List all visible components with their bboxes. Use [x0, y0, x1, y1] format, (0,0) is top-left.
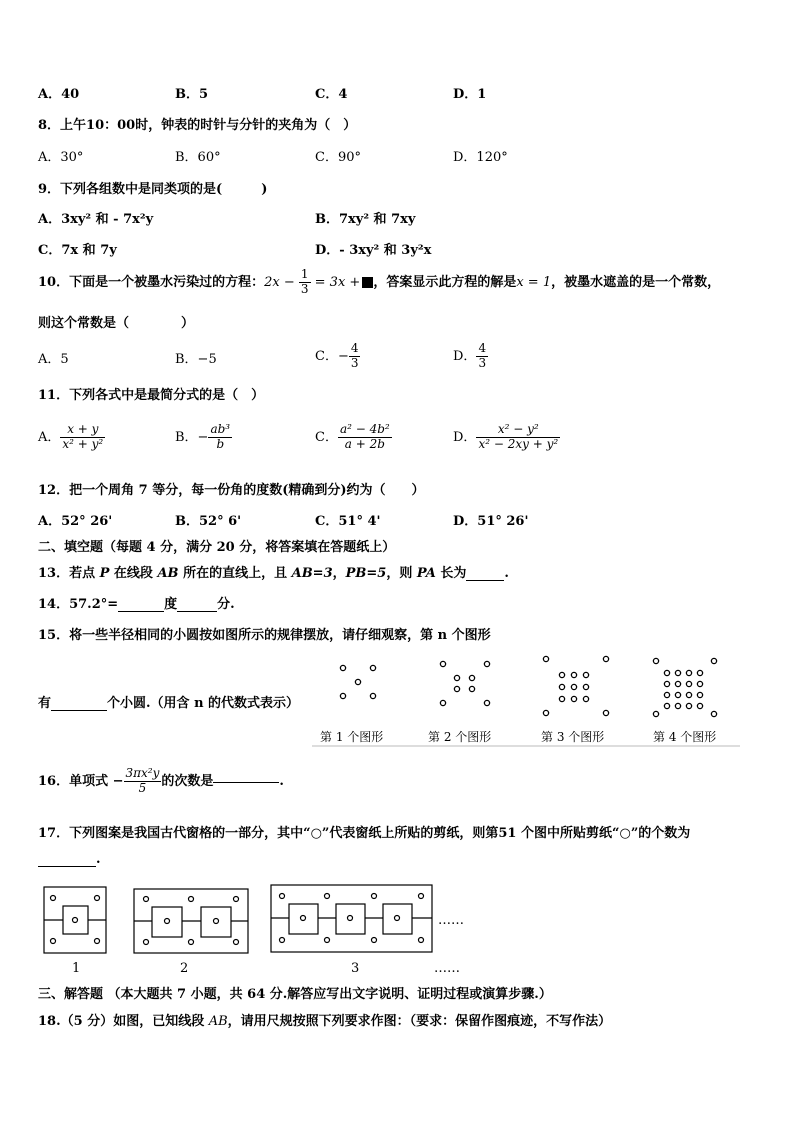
- q7-option-d: D．1: [453, 87, 487, 102]
- q14-unit-degree: 度: [164, 597, 178, 612]
- q13-end: .: [504, 566, 509, 581]
- q15-line2: [38, 692, 299, 711]
- q9-option-a: A．3xy² 和 - 7x²y: [38, 212, 154, 227]
- section-2-heading: 二、填空题（每题 4 分，满分 20 分，将答案填在答题纸上）: [38, 540, 396, 555]
- q16-prefix: 16．单项式 −: [38, 774, 124, 789]
- q11-stem: 11．下列各式中是最简分式的是（ ）: [38, 388, 265, 403]
- q13-stem: [38, 562, 509, 581]
- q11-option-d: [453, 418, 560, 458]
- q11-option-b-num: ab³: [210, 422, 231, 437]
- q10-stem-mid: ，答案显示此方程的解是: [373, 275, 517, 290]
- q18-segment-ab: AB: [208, 1014, 228, 1029]
- q9-option-c: C．7x 和 7y: [38, 243, 117, 258]
- q10-line2: 则这个常数是（ ）: [38, 316, 195, 331]
- q14-degree-blank[interactable]: [118, 610, 164, 612]
- q17-pattern-1: [44, 887, 106, 953]
- q8-stem: 8．上午10：00时，钟表的时针与分针的夹角为（ ）: [38, 118, 357, 133]
- q17-label-3: 3: [351, 961, 360, 976]
- q13-point-p: P: [99, 566, 110, 581]
- q7-option-b: B．5: [175, 87, 209, 102]
- q13-mid1: 在线段: [109, 566, 158, 581]
- q17-end: .: [96, 852, 101, 867]
- q8-option-d: D．120°: [453, 150, 508, 165]
- q12-option-c: C．51° 4': [315, 514, 381, 529]
- q11-option-d-label: D．: [453, 430, 477, 445]
- q15-figure-1: [340, 665, 375, 698]
- q13-segment-ab: AB: [157, 566, 179, 581]
- q17-label-2: 2: [180, 961, 189, 976]
- q11-option-b-label: B．−: [175, 430, 209, 445]
- q10-option-c-den: 3: [350, 356, 359, 370]
- q10-option-c-label: C．−: [315, 349, 349, 364]
- q11-option-c: [315, 418, 392, 458]
- q11-option-d-fraction: [476, 423, 560, 452]
- q11-option-a-num: x + y: [60, 423, 105, 438]
- q10-option-c-fraction: [349, 342, 361, 371]
- q10-eq-fraction: [299, 268, 311, 297]
- q13-prefix: 13．若点: [38, 566, 100, 581]
- q15-caption-1: 第 1 个图形: [320, 730, 384, 744]
- q15-figure-2: [440, 661, 489, 705]
- q15-caption-4: 第 4 个图形: [653, 730, 717, 744]
- q15-line2-suffix: 个小圆.（用含 n 的代数式表示）: [107, 696, 300, 711]
- q14-stem: [38, 593, 235, 612]
- q11-option-d-num: x² − y²: [476, 423, 560, 438]
- q10-option-a: A．5: [38, 352, 69, 367]
- q17-answer-blank[interactable]: [38, 865, 96, 867]
- q11-option-c-den: a + 2b: [344, 437, 385, 451]
- q11-option-a: [38, 418, 105, 458]
- q11-option-b: [175, 418, 232, 458]
- q14-prefix: 14．57.2°=: [38, 597, 119, 612]
- q17-line2: [38, 852, 101, 867]
- q10-solution: x = 1: [516, 275, 552, 290]
- q10-option-c: [315, 338, 360, 376]
- ink-blot-icon: [362, 277, 373, 288]
- q9-stem: 9．下列各组数中是同类项的是( ): [38, 182, 268, 197]
- q17-window-patterns-figure: [38, 880, 478, 976]
- q11-option-c-num: a² − 4b²: [339, 422, 390, 437]
- q10-option-c-num: 4: [350, 341, 359, 356]
- q8-option-b: B．60°: [175, 150, 221, 165]
- q10-eq-right: = 3x +: [314, 275, 361, 290]
- q7-option-c: C．4: [315, 87, 348, 102]
- q16-num: 3πx²y: [125, 766, 160, 781]
- q17-ellipsis-top: ……: [438, 913, 464, 928]
- q16-suffix: 的次数是: [161, 774, 214, 789]
- q15-caption-2: 第 2 个图形: [428, 730, 492, 744]
- q12-option-b: B．52° 6': [175, 514, 242, 529]
- q13-mid3: ，则: [386, 566, 417, 581]
- section-3-heading: 三、解答题 （本大题共 7 小题，共 64 分.解答应写出文字说明、证明过程或演算步骤.）: [38, 987, 552, 1002]
- q13-pb-eq: PB=5: [345, 566, 387, 581]
- q18-prefix: 18.（5 分）如图，已知线段: [38, 1014, 209, 1029]
- q12-stem: 12．把一个周角 7 等分，每一份角的度数(精确到分)约为（ ）: [38, 483, 425, 498]
- q15-answer-blank[interactable]: [51, 709, 107, 711]
- q18-stem: [38, 1010, 611, 1029]
- q15-figure-3: [543, 656, 608, 715]
- q11-option-c-label: C．: [315, 430, 338, 445]
- q13-segment-pa: PA: [416, 566, 436, 581]
- q13-ab-eq: AB=3: [291, 566, 333, 581]
- q14-unit-minute: 分.: [217, 597, 235, 612]
- q11-option-b-den: b: [216, 437, 225, 451]
- q10-stem-prefix: 10．下面是一个被墨水污染过的方程：: [38, 275, 265, 290]
- q17-line1: 17．下列图案是我国古代窗格的一部分，其中“○”代表窗纸上所贴的剪纸，则第51 个图中所贴剪纸“○”的个数为: [38, 826, 691, 841]
- q17-pattern-2: [134, 889, 248, 953]
- q10-option-d-fraction: [476, 342, 488, 371]
- q11-option-a-den: x² + y²: [62, 437, 104, 451]
- q12-option-a: A．52° 26': [38, 514, 113, 529]
- q16-stem: [38, 762, 284, 802]
- q13-mid2: 所在的直线上，且: [178, 566, 292, 581]
- q15-caption-3: 第 3 个图形: [541, 730, 605, 744]
- q10-eq-left: 2x −: [264, 275, 295, 290]
- q17-label-1: 1: [72, 961, 81, 976]
- q10-option-d-den: 3: [478, 356, 487, 370]
- q17-ellipsis-bottom: ……: [434, 961, 460, 976]
- q10-option-d-label: D．: [453, 349, 477, 364]
- q15-line2-prefix: 有: [38, 696, 52, 711]
- q9-option-d: D．- 3xy² 和 3y²x: [315, 243, 432, 258]
- q17-pattern-3: [271, 885, 432, 952]
- q10-stem-suffix: ，被墨水遮盖的是一个常数，: [551, 275, 721, 290]
- q10-option-d-num: 4: [478, 341, 487, 356]
- q8-option-c: C．90°: [315, 150, 361, 165]
- q10-eq-num: 1: [300, 267, 309, 282]
- q14-minute-blank[interactable]: [177, 610, 217, 612]
- q13-suffix: 长为: [435, 566, 467, 581]
- q15-figure-4: [653, 658, 716, 716]
- q12-option-d: D．51° 26': [453, 514, 529, 529]
- q11-option-b-fraction: [208, 423, 232, 452]
- q10-eq-den: 3: [300, 282, 309, 296]
- q16-den: 5: [138, 781, 147, 795]
- q16-end: .: [279, 774, 284, 789]
- q11-option-c-fraction: [338, 423, 392, 452]
- q15-line1: 15．将一些半径相同的小圆按如图所示的规律摆放，请仔细观察，第 n 个图形: [38, 628, 491, 643]
- q16-answer-blank[interactable]: [213, 781, 279, 783]
- q11-option-a-label: A．: [38, 430, 61, 445]
- q7-option-a: A．40: [38, 87, 80, 102]
- q15-circle-patterns-figure: [312, 650, 740, 750]
- q10-option-b: B．−5: [175, 352, 217, 367]
- q10-stem: [38, 266, 720, 300]
- q18-suffix: ，请用尺规按照下列要求作图：（要求：保留作图痕迹，不写作法）: [227, 1014, 612, 1029]
- q9-option-b: B．7xy² 和 7xy: [315, 212, 416, 227]
- q11-option-a-fraction: [60, 423, 105, 452]
- q8-option-a: A．30°: [38, 150, 84, 165]
- q10-option-d: [453, 338, 488, 376]
- q13-sep: ，: [332, 566, 346, 581]
- q16-fraction: [124, 767, 162, 796]
- q11-option-d-den: x² − 2xy + y²: [478, 437, 559, 451]
- q13-answer-blank[interactable]: [466, 579, 504, 581]
